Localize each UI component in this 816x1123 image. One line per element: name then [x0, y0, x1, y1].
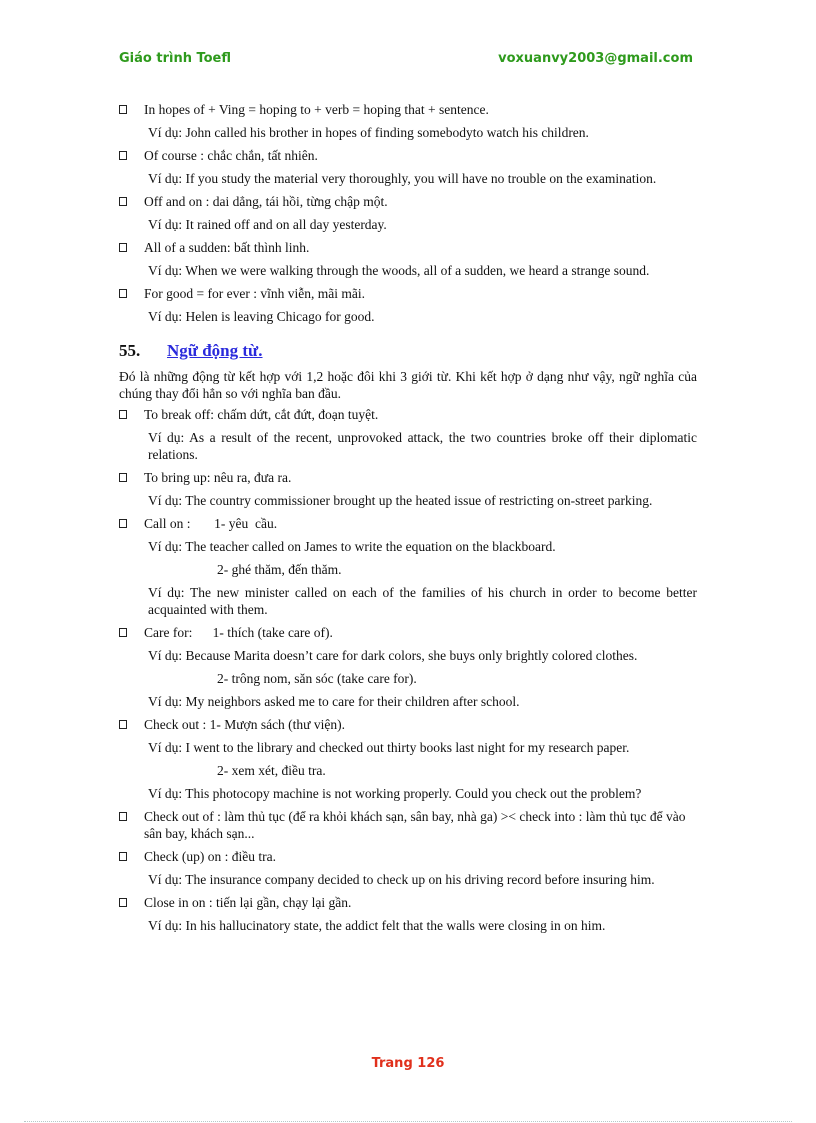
example-text: Ví dụ: The new minister called on each of the families of his church in order to become better acquainted with them. [148, 585, 697, 617]
example-text: Ví dụ: My neighbors asked me to care for their children after school. [148, 694, 520, 709]
sub-meaning: 2- trông nom, săn sóc (take care for). [217, 671, 417, 686]
header-title: Giáo trình Toefl [119, 51, 231, 66]
checkbox-bullet-icon [119, 151, 127, 160]
checkbox-bullet-icon [119, 197, 127, 206]
example-text: Ví dụ: When we were walking through the woods, all of a sudden, we heard a strange sound. [148, 263, 650, 278]
example-text: Ví dụ: If you study the material very thoroughly, you will have no trouble on the examination. [148, 171, 657, 186]
checkbox-bullet-icon [119, 720, 127, 729]
checkbox-bullet-icon [119, 473, 127, 482]
section-number: 55. [119, 341, 141, 360]
checkbox-bullet-icon [119, 852, 127, 861]
checkbox-bullet-icon [119, 243, 127, 252]
checkbox-bullet-icon [119, 519, 127, 528]
section-heading [119, 341, 697, 361]
list-item: To break off: chấm dứt, cắt đứt, đoạn tuyệt. [119, 406, 697, 423]
list-item: All of a sudden: bất thình linh. [119, 239, 697, 256]
list-item: Care for: 1- thích (take care of). [119, 624, 697, 641]
example-text: Ví dụ: This photocopy machine is not working properly. Could you check out the problem? [148, 786, 642, 801]
list-item: Check (up) on : điều tra. [119, 848, 697, 865]
checkbox-bullet-icon [119, 628, 127, 637]
example-text: Ví dụ: Helen is leaving Chicago for good. [148, 309, 375, 324]
page-content [119, 101, 697, 940]
list-item: Of course : chắc chắn, tất nhiên. [119, 147, 697, 164]
list-item: In hopes of + Ving = hoping to + verb = hoping that + sentence. [119, 101, 697, 118]
list-item: Off and on : dai dẳng, tái hồi, từng chập một. [119, 193, 697, 210]
example-text: Ví dụ: The country commissioner brought up the heated issue of restricting on-street parking. [148, 493, 653, 508]
example-text: Ví dụ: In his hallucinatory state, the addict felt that the walls were closing in on him. [148, 918, 606, 933]
checkbox-bullet-icon [119, 898, 127, 907]
page-number: Trang 126 [371, 1056, 445, 1071]
sub-meaning: 2- ghé thăm, đến thăm. [217, 562, 342, 577]
checkbox-bullet-icon [119, 289, 127, 298]
example-text: Ví dụ: The insurance company decided to check up on his driving record before insuring him. [148, 872, 655, 887]
page-header [119, 51, 693, 66]
example-text: Ví dụ: I went to the library and checked out thirty books last night for my research paper. [148, 740, 630, 755]
checkbox-bullet-icon [119, 812, 127, 821]
list-item: To bring up: nêu ra, đưa ra. [119, 469, 697, 486]
example-text: Ví dụ: John called his brother in hopes of finding somebodyto watch his children. [148, 125, 589, 140]
footer-divider [24, 1121, 792, 1122]
section-intro: Đó là những động từ kết hợp với 1,2 hoặc đôi khi 3 giới từ. Khi kết hợp ở dạng như vậy, ngữ nghĩa của chúng thay đổi hẳn so với nghĩa ban đầu. [119, 369, 697, 401]
list-item: Close in on : tiến lại gần, chạy lại gần. [119, 894, 697, 911]
example-text: Ví dụ: As a result of the recent, unprovoked attack, the two countries broke off their diplomatic relations. [148, 430, 697, 462]
example-text: Ví dụ: It rained off and on all day yesterday. [148, 217, 387, 232]
checkbox-bullet-icon [119, 105, 127, 114]
list-item: Check out : 1- Mượn sách (thư viện). [119, 716, 697, 733]
section-title-link[interactable]: Ngữ động từ. [167, 341, 263, 360]
header-email: voxuanvy2003@gmail.com [498, 51, 693, 66]
list-item: Call on : 1- yêu cầu. [119, 515, 697, 532]
example-text: Ví dụ: Because Marita doesn’t care for dark colors, she buys only brightly colored clothes. [148, 648, 638, 663]
checkbox-bullet-icon [119, 410, 127, 419]
example-text: Ví dụ: The teacher called on James to write the equation on the blackboard. [148, 539, 556, 554]
sub-meaning: 2- xem xét, điều tra. [217, 763, 326, 778]
list-item: For good = for ever : vĩnh viễn, mãi mãi. [119, 285, 697, 302]
list-item: Check out of : làm thủ tục (để ra khỏi khách sạn, sân bay, nhà ga) >< check into : làm thủ tục để vào sân bay, khách sạn... [119, 808, 697, 842]
